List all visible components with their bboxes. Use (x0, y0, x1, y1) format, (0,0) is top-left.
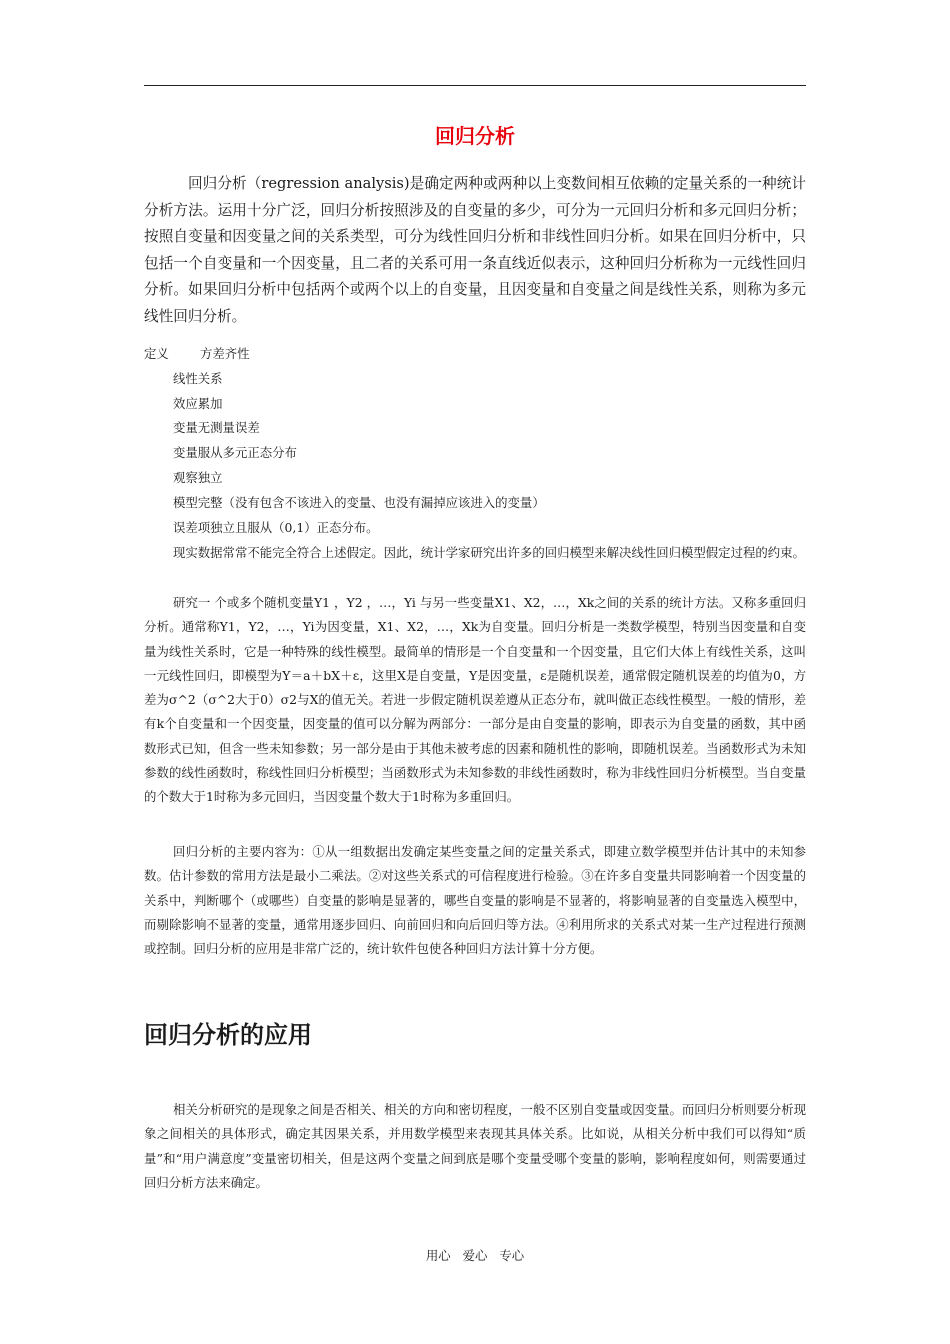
page-title: 回归分析 (435, 124, 515, 148)
application-paragraph: 相关分析研究的是现象之间是否相关、相关的方向和密切程度，一般不区别自变量或因变量。而回归分析则要分析现象之间相关的具体形式，确定其因果关系，并用数学模型来表现其具体关系。比如说，从相关分析中我们可以得知“质量”和“用户满意度”变量密切相关，但是这两个变量之间到底是哪个变量受哪个变量的影响，影响程度如何，则需要通过回归分析方法来确定。 (144, 1102, 806, 1190)
definition-item: 观察独立 (173, 469, 223, 485)
definition-item: 定义 方差齐性 (144, 342, 806, 367)
definition-label: 定义 (144, 346, 169, 361)
definition-item: 线性关系 (173, 370, 223, 386)
page-footer: 用心 爱心 专心 (425, 1248, 525, 1263)
definition-item: 模型完整（没有包含不该进入的变量、也没有漏掉应该进入的变量） (173, 494, 545, 510)
definition-item: 误差项独立且服从（0,1）正态分布。 (173, 519, 379, 535)
header-rule (144, 85, 806, 86)
definition-item: 变量服从多元正态分布 (173, 445, 297, 461)
intro-paragraph: 回归分析（regression analysis)是确定两种或两种以上变数间相互依赖的定量关系的一种统计分析方法。运用十分广泛，回归分析按照涉及的自变量的多少，可分为一元回归分析和多元回归分析；按照自变量和因变量之间的关系类型，可分为线性回归分析和非线性回归分析。如果在回归分析中，只包括一个自变量和一个因变量，且二者的关系可用一条直线近似表示，这种回归分析称为一元线性回归分析。如果回归分析中包括两个或两个以上的自变量，且因变量和自变量之间是线性关系，则称为多元线性回归分析。 (144, 175, 806, 325)
definition-item: 效应累加 (173, 395, 223, 411)
definition-item: 变量无测量误差 (173, 420, 260, 436)
definition-list (144, 342, 806, 540)
research-paragraph: 研究一 个或多个随机变量Y1 ，Y2 ，…，Yi 与另一些变量X1、X2，…，Xk之间的关系的统计方法。又称多重回归分析。通常称Y1，Y2，…，Yi为因变量，X1、X2，…，Xk为自变量。回归分析是一类数学模型，特别当因变量和自变量为线性关系时，它是一种特殊的线性模型。最简单的情形是一个自变量和一个因变量，且它们大体上有线性关系，这叫一元线性回归，即模型为Y＝a＋bX＋ε，这里X是自变量，Y是因变量，ε是随机误差，通常假定随机误差的均值为0，方差为σ^2（σ^2大于0）σ2与X的值无关。若进一步假定随机误差遵从正态分布，就叫做正态线性模型。一般的情形，差有k个自变量和一个因变量，因变量的值可以分解为两部分：一部分是由自变量的影响，即表示为自变量的函数，其中函数形式已知，但含一些未知参数；另一部分是由于其他未被考虑的因素和随机性的影响，即随机误差。当函数形式为未知参数的线性函数时，称线性回归分析模型；当函数形式为未知参数的非线性函数时，称为非线性回归分析模型。当自变量的个数大于1时称为多元回归，当因变量个数大于1时称为多重回归。 (144, 595, 806, 805)
content-paragraph: 回归分析的主要内容为：①从一组数据出发确定某些变量之间的定量关系式，即建立数学模型并估计其中的未知参数。估计参数的常用方法是最小二乘法。②对这些关系式的可信程度进行检验。③在许多自变量共同影响着一个因变量的关系中，判断哪个（或哪些）自变量的影响是显著的，哪些自变量的影响是不显著的，将影响显著的自变量选入模型中，而剔除影响不显著的变量，通常用逐步回归、向前回归和向后回归等方法。④利用所求的关系式对某一生产过程进行预测或控制。回归分析的应用是非常广泛的，统计软件包使各种回归方法计算十分方便。 (144, 844, 806, 957)
section-heading: 回归分析的应用 (144, 1021, 312, 1049)
reality-paragraph: 现实数据常常不能完全符合上述假定。因此，统计学家研究出许多的回归模型来解决线性回归模型假定过程的约束。 (173, 545, 805, 560)
